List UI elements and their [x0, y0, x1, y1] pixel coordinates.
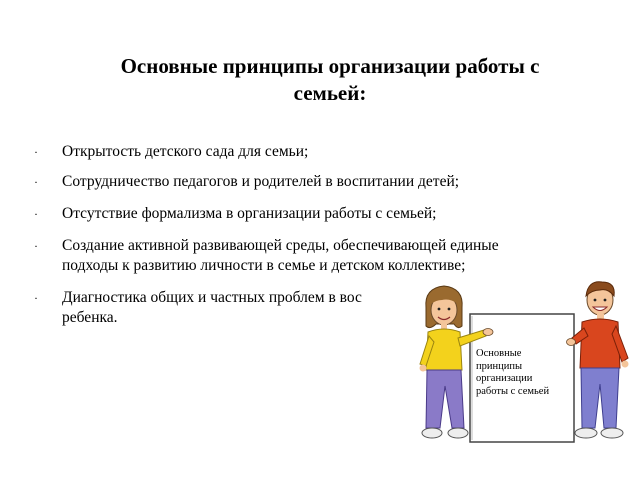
bullet-text-line-1: Диагностика общих и частных проблем в вос [62, 289, 362, 306]
bullet-text [62, 236, 562, 276]
kids-with-board-illustration [396, 278, 636, 448]
bullet-dot: · [34, 145, 38, 159]
title-line-2: семьей: [293, 81, 367, 105]
board-text [476, 348, 572, 398]
bullet-dot: · [34, 207, 38, 221]
title-line-1: Основные принципы организации работы с [120, 54, 540, 78]
board-line: Основные [476, 348, 522, 359]
bullet-text: Отсутствие формализма в организации работы с семьей; [62, 205, 437, 222]
boy-figure [567, 282, 629, 438]
board-line: организации [476, 373, 533, 384]
bullet-text-line-2: ребенка. [62, 309, 118, 326]
bullet-text-line-1: Создание активной развивающей среды, обеспечивающей единые [62, 237, 499, 254]
bullet-text: Открытость детского сада для семьи; [62, 143, 309, 160]
bullet-text-line-2: подходы к развитию личности в семье и детском коллективе; [62, 257, 466, 274]
bullet-dot: · [34, 175, 38, 189]
bullet-dot: · [34, 291, 38, 305]
board-line: принципы [476, 360, 523, 372]
bullet-text: Сотрудничество педагогов и родителей в воспитании детей; [62, 173, 460, 190]
board-line: работы с семьей [476, 385, 550, 397]
bullet-dot: · [34, 239, 38, 253]
